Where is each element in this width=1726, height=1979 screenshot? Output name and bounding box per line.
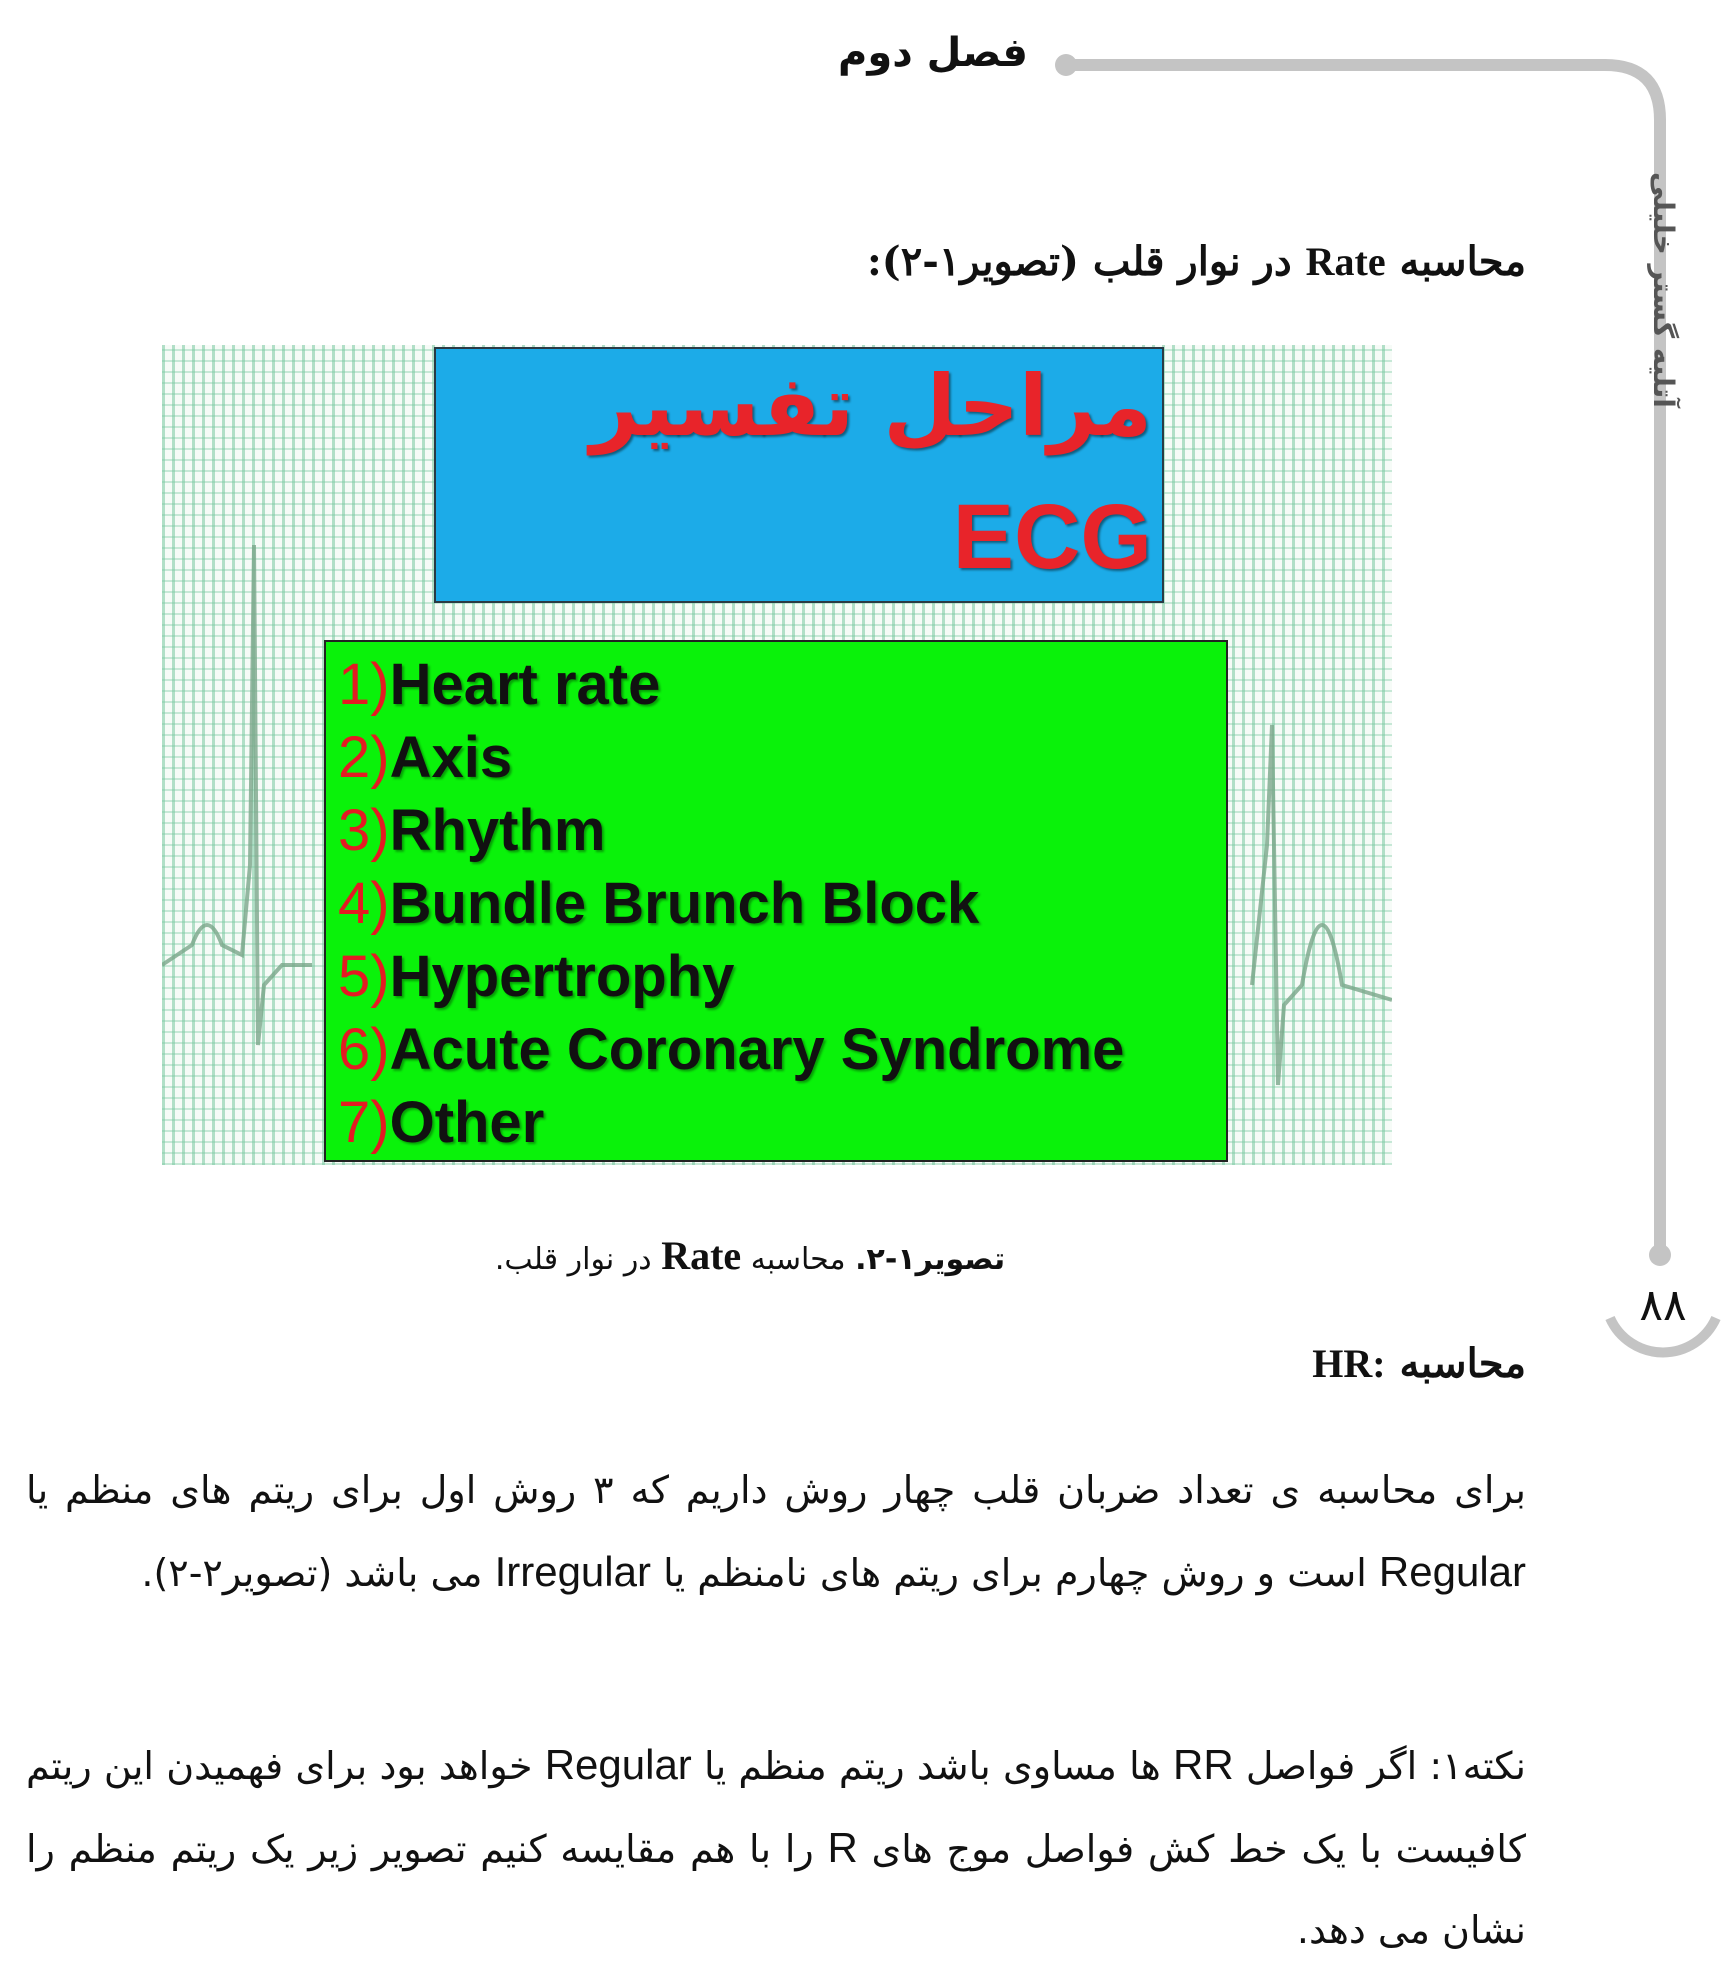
step-item — [338, 794, 1226, 867]
step-item — [338, 721, 1226, 794]
ecg-title-box — [434, 347, 1164, 603]
caption-lead: تصویر۱-۲. — [855, 1242, 1006, 1277]
caption-term: Rate — [661, 1233, 742, 1278]
section-heading-hr — [1312, 1340, 1526, 1387]
step-number: 7) — [338, 1090, 390, 1155]
para2-text-3: خواهد بود برای فهمیدن این ریتم کافیست با یک خط کش فواصل موج های — [26, 1744, 1526, 1871]
step-item — [338, 1013, 1226, 1086]
side-author-text: آتلیه گستر خلیلی — [1647, 172, 1680, 408]
step-item — [338, 867, 1226, 940]
step-item — [338, 648, 1226, 721]
para2-text-4: را با هم مقایسه کنیم تصویر زیر یک ریتم منظم را نشان می دهد. — [26, 1827, 1526, 1952]
heading-hr-pre: محاسبه — [1399, 1340, 1526, 1387]
step-number: 1) — [338, 652, 390, 717]
header-line-dot — [1055, 54, 1077, 76]
ecg-title-english: ECG — [952, 486, 1152, 588]
section-heading-rate — [867, 238, 1526, 285]
paragraph-hr-methods — [26, 1450, 1526, 1614]
para2-term-regular: Regular — [544, 1741, 692, 1788]
heading-rate-pre: محاسبه — [1399, 238, 1526, 285]
para1-text-2: است و روش چهارم برای ریتم های نامنظم یا — [663, 1551, 1367, 1595]
heading-hr-term: HR: — [1312, 1341, 1386, 1386]
figure-caption — [300, 1232, 1200, 1279]
step-label: Rhythm — [389, 798, 606, 863]
side-line-dot — [1649, 1244, 1671, 1266]
step-label: Other — [389, 1090, 545, 1155]
step-number: 5) — [338, 944, 390, 1009]
step-label: Acute Coronary Syndrome — [389, 1017, 1125, 1082]
para2-text-2: ها مساوی باشد ریتم منظم یا — [704, 1744, 1161, 1788]
step-item — [338, 940, 1226, 1013]
ecg-figure — [162, 345, 1392, 1165]
caption-pre: محاسبه — [750, 1242, 846, 1277]
caption-post: در نوار قلب. — [494, 1242, 652, 1277]
step-item — [338, 1086, 1226, 1159]
step-label: Axis — [389, 725, 513, 790]
step-label: Bundle Brunch Block — [389, 871, 980, 936]
chapter-title: فصل دوم — [838, 30, 1028, 76]
para1-term-irregular: Irregular — [494, 1548, 651, 1595]
ecg-title-persian: مراحل تفسیر — [590, 357, 1152, 455]
ecg-steps-list — [326, 642, 1226, 1159]
step-number: 6) — [338, 1017, 390, 1082]
para2-term-r: R — [827, 1824, 858, 1871]
step-number: 2) — [338, 725, 390, 790]
step-number: 3) — [338, 798, 390, 863]
ecg-steps-box — [324, 640, 1228, 1162]
para1-text-3: می باشد (تصویر۲-۲). — [141, 1551, 483, 1595]
para2-text-1: نکته۱: اگر فواصل — [1245, 1744, 1526, 1788]
heading-rate-post: در نوار قلب (تصویر۱-۲): — [867, 238, 1292, 285]
heading-rate-term: Rate — [1305, 239, 1386, 284]
para2-term-rr: RR — [1172, 1741, 1234, 1788]
page-number: ۸۸ — [1639, 1280, 1687, 1331]
step-label: Heart rate — [389, 652, 661, 717]
paragraph-note-1 — [26, 1724, 1526, 1971]
step-number: 4) — [338, 871, 390, 936]
para1-text-1: برای محاسبه ی تعداد ضربان قلب چهار روش داریم که ۳ روش اول برای ریتم های منظم یا — [26, 1468, 1527, 1512]
para1-term-regular: Regular — [1378, 1548, 1526, 1595]
step-label: Hypertrophy — [389, 944, 735, 1009]
